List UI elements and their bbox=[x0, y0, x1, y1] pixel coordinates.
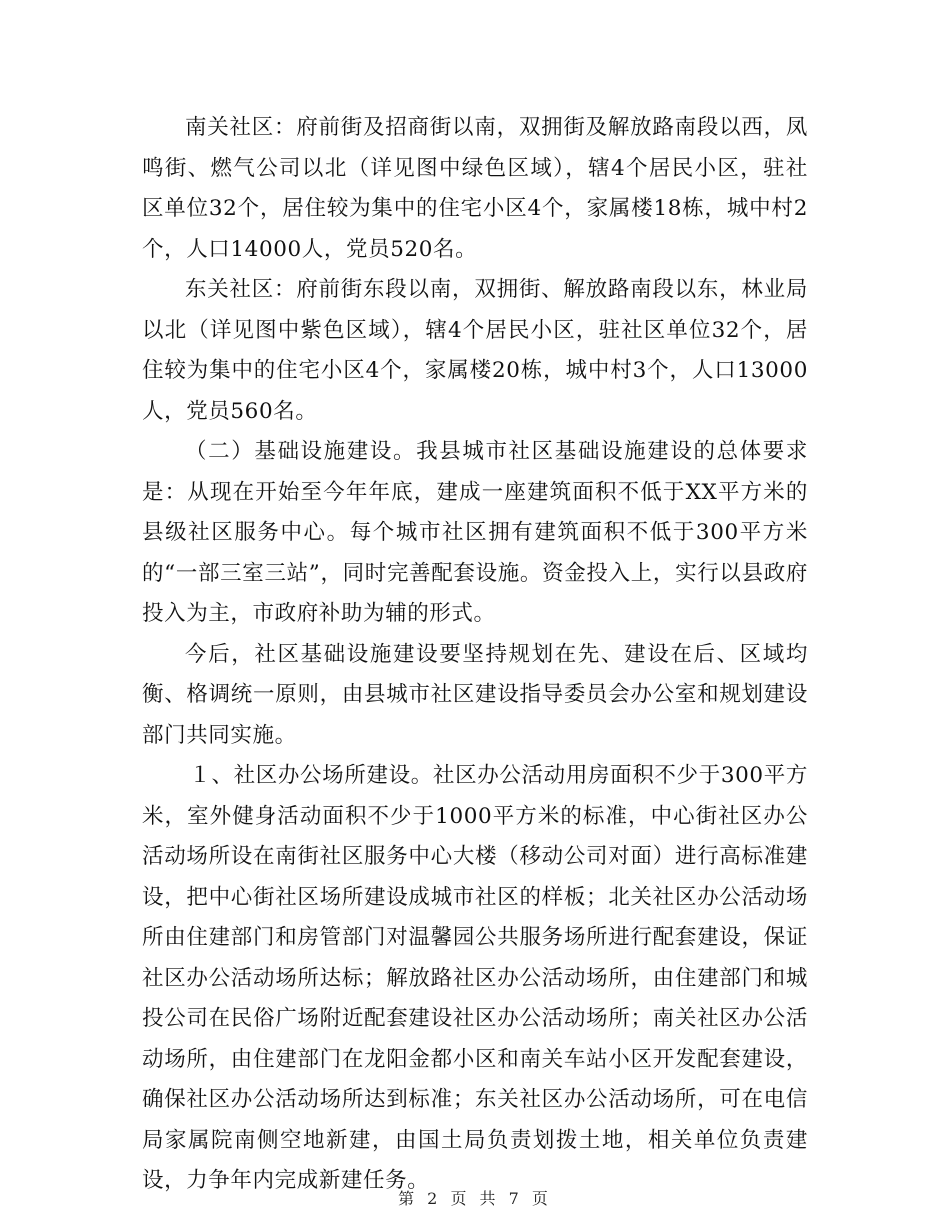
paragraph-dongguan-community: 东关社区：府前街东段以南，双拥街、解放路南段以东，林业局以北（详见图中紫色区域），辖4个居民小区，驻社区单位32个，居住较为集中的住宅小区4个，家属楼20栋，城中村3个，人口13000人，党员560名。 bbox=[142, 277, 808, 424]
paragraph-nanguan-community: 南关社区：府前街及招商街以南，双拥街及解放路南段以西，凤鸣街、燃气公司以北（详见图中绿色区域），辖4个居民小区，驻社区单位32个，居住较为集中的住宅小区4个，家属楼18栋，城中村2个，人口14000人，党员520名。 bbox=[142, 115, 808, 262]
page-number-footer: 第 2 页 共 7 页 bbox=[398, 1189, 552, 1208]
paragraph-future-planning: 今后，社区基础设施建设要坚持规划在先、建设在后、区域均衡、格调统一原则，由县城市社区建设指导委员会办公室和规划建设部门共同实施。 bbox=[142, 641, 808, 748]
paragraph-office-construction: １、社区办公场所建设。社区办公活动用房面积不少于300平方米，室外健身活动面积不少于1000平方米的标准，中心街社区办公活动场所设在南街社区服务中心大楼（移动公司对面）进行高标准建设，把中心街社区场所建设成城市社区的样板；北关社区办公活动场所由住建部门和房管部门对温馨园公共服务场所进行配套建设，保证社区办公活动场所达标；解放路社区办公活动场所，由住建部门和城投公司在民俗广场附近配套建设社区办公活动场所；南关社区办公活动场所，由住建部门在龙阳金都小区和南关车站小区开发配套建设，确保社区办公活动场所达到标准；东关社区办公活动场所，可在电信局家属院南侧空地新建，由国土局负责划拨土地，相关单位负责建设，力争年内完成新建任务。 bbox=[142, 763, 808, 1193]
paragraph-infrastructure: （二）基础设施建设。我县城市社区基础设施建设的总体要求是：从现在开始至今年年底，建成一座建筑面积不低于XX平方米的县级社区服务中心。每个城市社区拥有建筑面积不低于300平方米的“一部三室三站”，同时完善配套设施。资金投入上，实行以县政府投入为主，市政府补助为辅的形式。 bbox=[142, 439, 808, 626]
document-body bbox=[142, 108, 808, 1202]
